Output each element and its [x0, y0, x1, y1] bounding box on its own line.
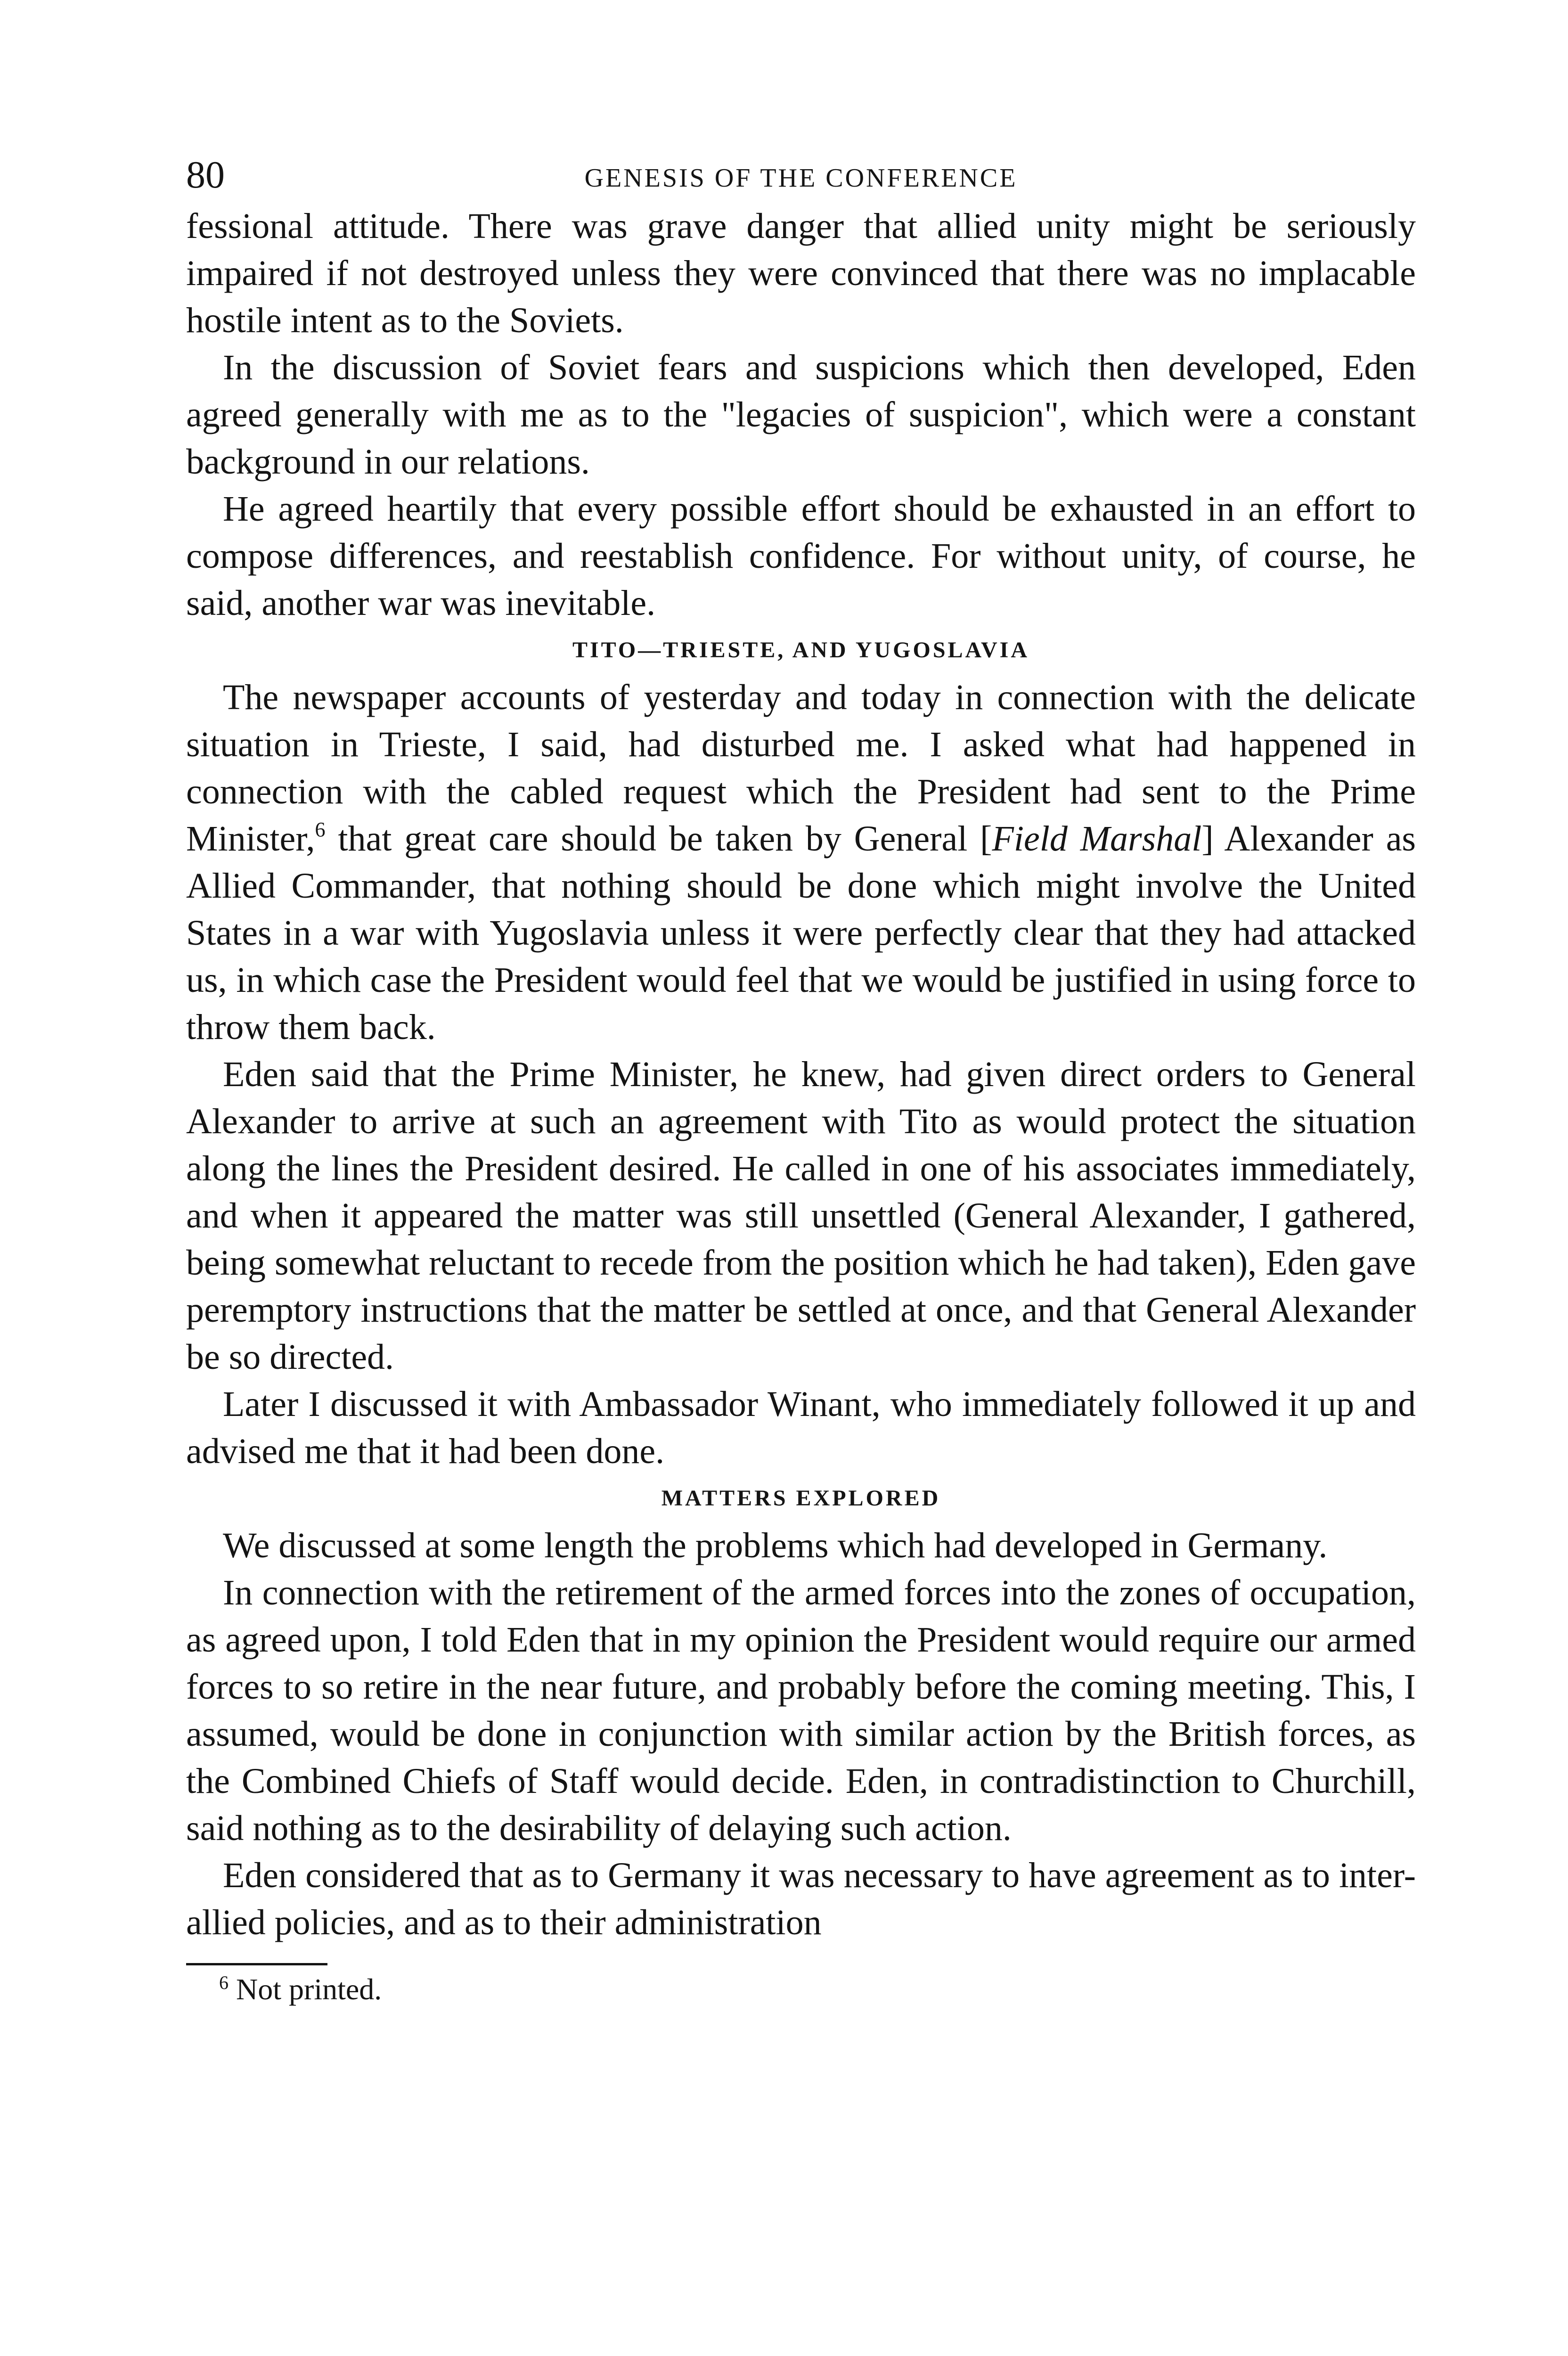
footnote	[186, 1968, 1416, 2011]
running-header	[186, 137, 1416, 203]
text-trieste-part1: The newspaper accounts of yesterday and today in connection with the delicate situation in Trieste, I said, had disturbed me. I asked what had happened in connection with the cabled request which the President had sent to the Prime Minister,	[186, 678, 1416, 859]
paragraph-winant: Later I discussed it with Ambassador Winant, who immediately followed it up and advised me that it had been done.	[186, 1384, 1416, 1471]
document-page	[186, 137, 1416, 2011]
paragraph-eden-orders: Eden said that the Prime Minister, he knew, had given direct orders to General Alexander to arrive at such an agreement with Tito as would protect the situation along the lines the President desired. He called in one of his associates immediately, and when it appeared the matter was still unsettled (General Alexander, I gathered, being somewhat reluctant to recede from the position which he had taken), Eden gave peremptory instructions that the matter be settled at once, and that General Alexander be so directed.	[186, 1055, 1416, 1377]
paragraph-inter-allied: Eden considered that as to Germany it was necessary to have agreement as to inter-allied policies, and as to their administration	[186, 1856, 1416, 1942]
bracket-open: [	[980, 819, 992, 859]
section-heading-matters: MATTERS EXPLORED	[661, 1486, 941, 1511]
paragraph-soviet-fears: In the discussion of Soviet fears and suspicions which then developed, Eden agreed generally with me as to the "legacies of suspicion", which were a constant background in our relations.	[186, 348, 1416, 482]
footnote-marker: 6	[219, 1972, 229, 1993]
page-number: 80	[186, 153, 225, 196]
footnote-text: Not printed.	[236, 1972, 382, 2006]
paragraph-germany: We discussed at some length the problems which had developed in Germany.	[223, 1526, 1328, 1565]
footnote-rule	[186, 1963, 327, 1965]
text-trieste-part3: Alexander as Allied Commander, that nothing should be done which might involve the United States in a war with Yugoslavia unless it were perfectly clear that they had attacked us, in which case the President would feel that we would be justified in using force to throw them back.	[186, 819, 1416, 1047]
bracket-close: ]	[1201, 819, 1214, 859]
paragraph-continued: fessional attitude. There was grave danger that allied unity might be seriously impaired if not destroyed unless they were convinced that there was no implacable hostile intent as to the Soviets.	[186, 206, 1416, 340]
paragraph-unity: He agreed heartily that every possible effort should be exhausted in an effort to compose differences, and reestablish confidence. For without unity, of course, he said, another war was inevitable.	[186, 489, 1416, 623]
italic-field-marshal: Field Marshal	[992, 819, 1202, 859]
body-text	[186, 203, 1416, 1946]
text-trieste-part2: that great care should be taken by General	[325, 819, 980, 859]
paragraph-trieste	[186, 674, 1416, 1051]
section-heading-tito: TITO—TRIESTE, AND YUGOSLAVIA	[572, 638, 1030, 663]
running-title: GENESIS OF THE CONFERENCE	[584, 164, 1018, 193]
paragraph-zones: In connection with the retirement of the armed forces into the zones of occupation, as agreed upon, I told Eden that in my opinion the President would require our armed forces to so retire in the near future, and probably before the coming meeting. This, I assumed, would be done in conjunction with similar action by the British forces, as the Combined Chiefs of Staff would decide. Eden, in contradistinction to Churchill, said nothing as to the desirability of delaying such action.	[186, 1573, 1416, 1848]
footnote-reference: 6	[315, 818, 326, 841]
